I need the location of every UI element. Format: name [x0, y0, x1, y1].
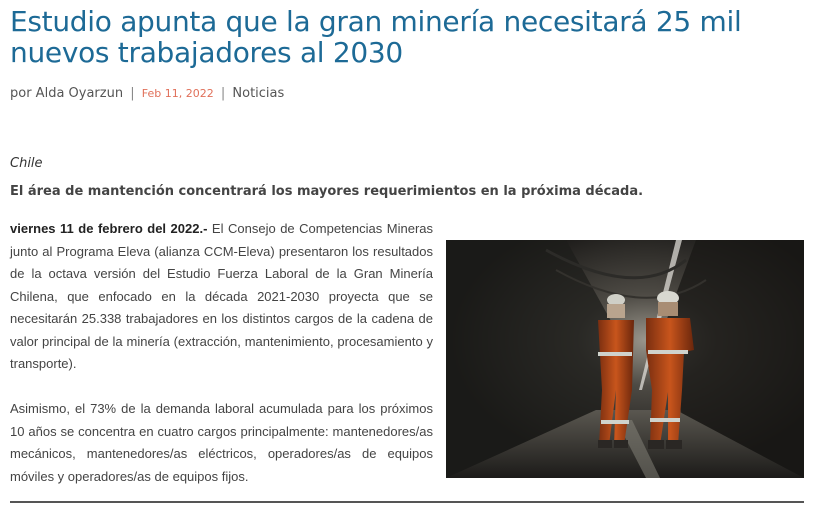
article-location: Chile: [10, 156, 43, 171]
publish-date: Feb 11, 2022: [141, 87, 214, 100]
article-paragraph: [10, 398, 433, 488]
author-link[interactable]: por Alda Oyarzun: [10, 86, 124, 101]
article-dateline: viernes 11 de febrero del 2022.-: [10, 221, 208, 236]
meta-separator: |: [130, 86, 135, 101]
meta-separator: |: [220, 86, 226, 101]
article-lead: El área de mantención concentrará los mayores requerimientos en la próxima década.: [10, 184, 644, 199]
bottom-divider: [10, 501, 804, 503]
article-meta: [10, 86, 284, 101]
category-link[interactable]: Noticias: [232, 86, 285, 101]
article-photo: [446, 240, 804, 478]
paragraph-text: Asimismo, el 73% de la demanda laboral acumulada para los próximos 10 años se concentra en cuatro cargos principalmente: mantenedores/as mecánicos, mantenedores/as eléctricos, operadores/as de equipos móviles y operadores/as de equipos fijos.: [10, 401, 433, 484]
paragraph-text: El Consejo de Competencias Mineras junto al Programa Eleva (alianza CCM-Eleva) presentaron los resultados de la octava versión del Estudio Fuerza Laboral de la Gran Minería Chilena, que enfocado en la década 2021-2030 proyecta que se necesitarán 25.338 trabajadores en los distintos cargos de la cadena de valor principal de la minería (extracción, mantenimiento, procesamiento y transporte).: [10, 221, 434, 371]
article-paragraph: [10, 218, 433, 376]
article-title: Estudio apunta que la gran minería necesitará 25 mil nuevos trabajadores al 2030: [10, 5, 742, 69]
mine-tunnel-photo: [446, 240, 804, 478]
